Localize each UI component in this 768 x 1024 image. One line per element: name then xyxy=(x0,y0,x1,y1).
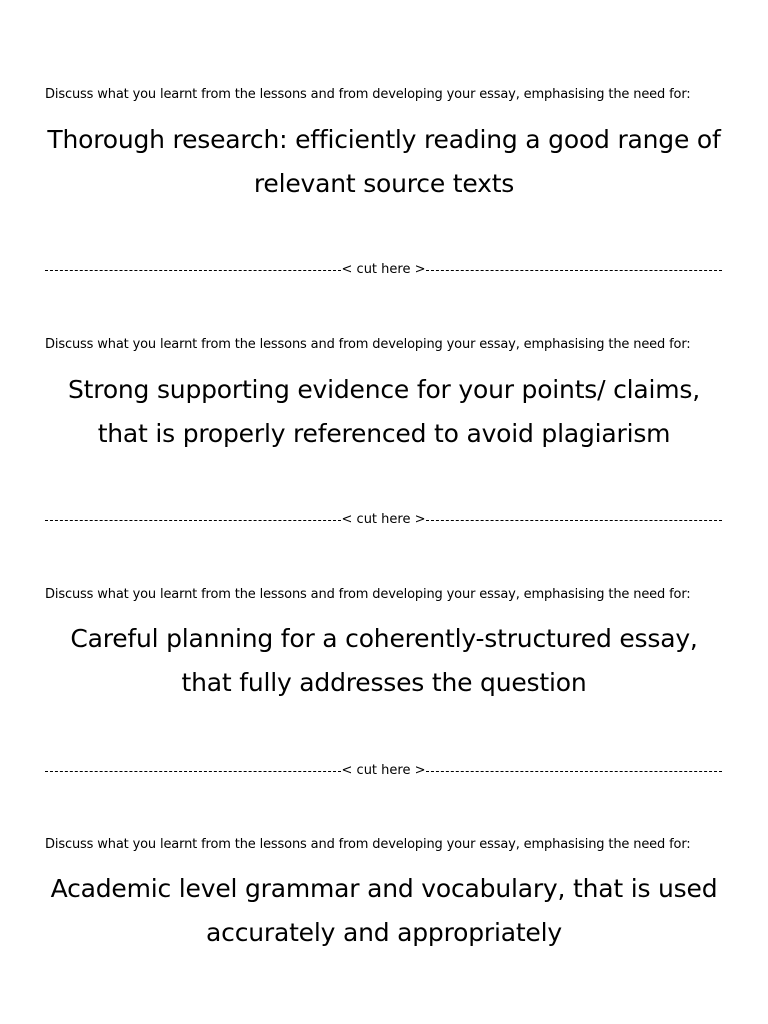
topic-line: that is properly referenced to avoid plagiarism xyxy=(97,419,671,448)
dashed-rule xyxy=(45,270,341,271)
topic-line: Careful planning for a coherently-structured essay, xyxy=(70,624,698,653)
cut-label: < cut here > xyxy=(341,262,426,277)
topic-line: relevant source texts xyxy=(253,169,515,198)
prompt-text: Discuss what you learnt from the lessons and from developing your essay, emphasising the need for: xyxy=(45,587,691,602)
cut-line xyxy=(45,512,722,528)
dashed-rule xyxy=(426,270,722,271)
dashed-rule xyxy=(45,520,341,521)
prompt-text: Discuss what you learnt from the lessons and from developing your essay, emphasising the need for: xyxy=(45,87,691,102)
topic-line: Thorough research: efficiently reading a good range of xyxy=(47,125,721,154)
topic-line: Strong supporting evidence for your points/ claims, xyxy=(68,375,700,404)
topic-line: accurately and appropriately xyxy=(206,918,562,947)
cut-line xyxy=(45,763,722,779)
prompt-text: Discuss what you learnt from the lessons and from developing your essay, emphasising the need for: xyxy=(45,837,691,852)
dashed-rule xyxy=(45,771,341,772)
topic-line: that fully addresses the question xyxy=(181,668,587,697)
topic-heading xyxy=(20,617,748,705)
topic-heading xyxy=(20,867,748,955)
cut-label: < cut here > xyxy=(341,512,426,527)
topic-heading xyxy=(20,118,748,206)
dashed-rule xyxy=(426,771,722,772)
topic-heading xyxy=(20,368,748,456)
topic-line: Academic level grammar and vocabulary, that is used xyxy=(50,874,718,903)
prompt-text: Discuss what you learnt from the lessons and from developing your essay, emphasising the need for: xyxy=(45,337,691,352)
dashed-rule xyxy=(426,520,722,521)
cut-label: < cut here > xyxy=(341,763,426,778)
cut-line xyxy=(45,262,722,278)
